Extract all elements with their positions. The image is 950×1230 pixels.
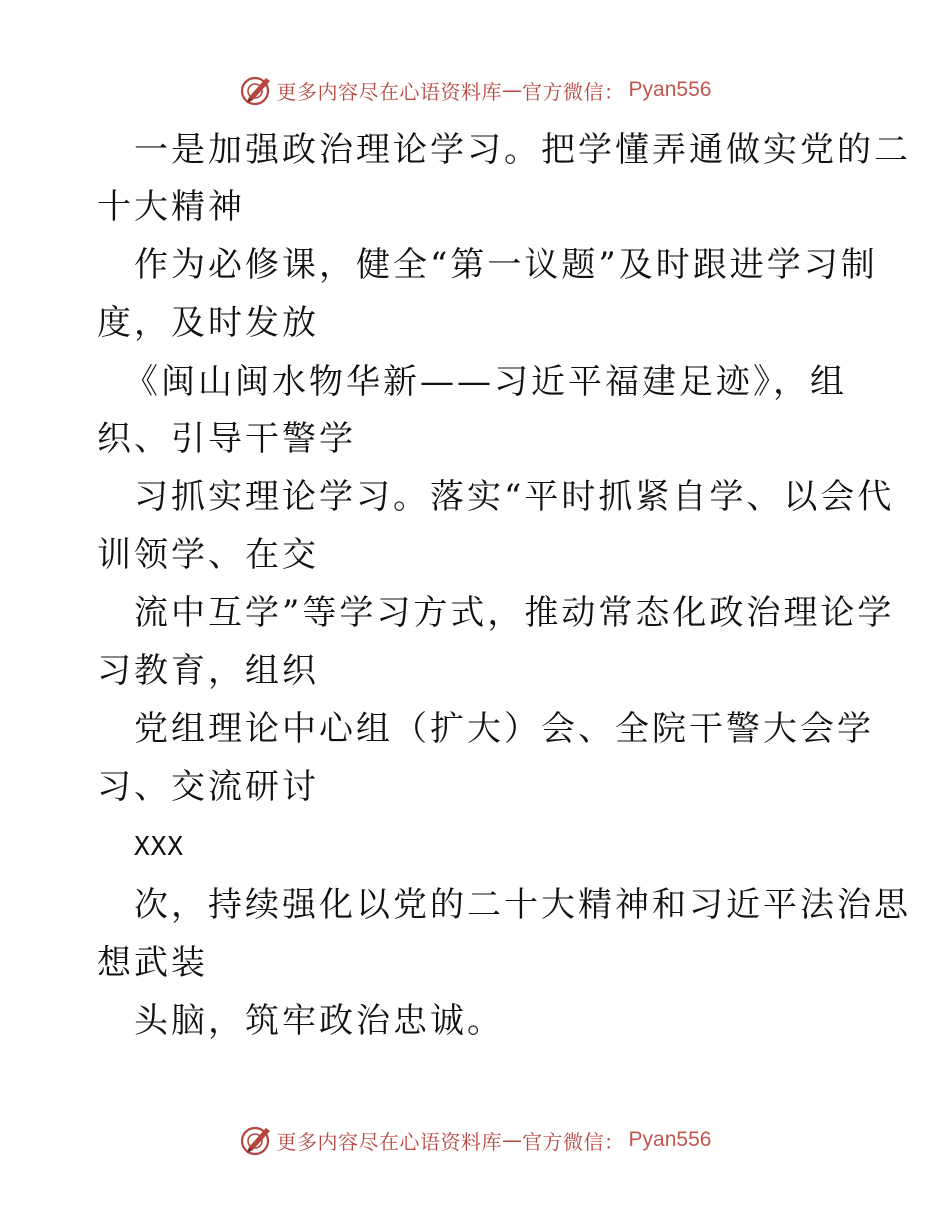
text-line: 流中互学”等学习方式，推动常态化政治理论学: [134, 593, 895, 633]
text-line: 党组理论中心组（扩大）会、全院干警大会学: [134, 709, 874, 749]
text-line: 习、交流研讨: [97, 767, 319, 807]
footer-wechat-label: 官方微信：: [522, 1129, 625, 1154]
text-line-placeholder: XXX: [134, 832, 184, 862]
pen-seal-logo-icon: [239, 1123, 273, 1157]
text-line: 习抓实理论学习。落实“平时抓紧自学、以会代: [134, 477, 895, 517]
text-line: 头脑，筑牢政治忠诚。: [134, 1001, 504, 1041]
text-line: 训领学、在交: [97, 535, 319, 575]
footer-site-text: 更多内容尽在心语资料库: [276, 1129, 503, 1154]
text-line: 想武装: [97, 943, 208, 983]
text-line: 十大精神: [97, 187, 245, 227]
header-wechat-id: Pyan556: [628, 78, 712, 101]
text-line: 作为必修课，健全“第一议题”及时跟进学习制: [134, 245, 878, 285]
footer-wechat-id: Pyan556: [628, 1128, 712, 1151]
text-line: 织、引导干警学: [97, 419, 356, 459]
header-wechat-label: 官方微信：: [522, 79, 625, 104]
header-site-text: 更多内容尽在心语资料库: [276, 79, 503, 104]
text-line: 次，持续强化以党的二十大精神和习近平法治思: [134, 885, 911, 925]
header-separator: —: [502, 78, 523, 102]
footer-separator: —: [502, 1128, 523, 1152]
text-line: 一是加强政治理论学习。把学懂弄通做实党的二: [134, 130, 911, 170]
text-line: 《闽山闽水物华新——习近平福建足迹》，组: [124, 362, 847, 402]
text-line: 度，及时发放: [97, 303, 319, 343]
footer-banner: [0, 1120, 950, 1160]
text-line: 习教育，组织: [97, 651, 319, 691]
